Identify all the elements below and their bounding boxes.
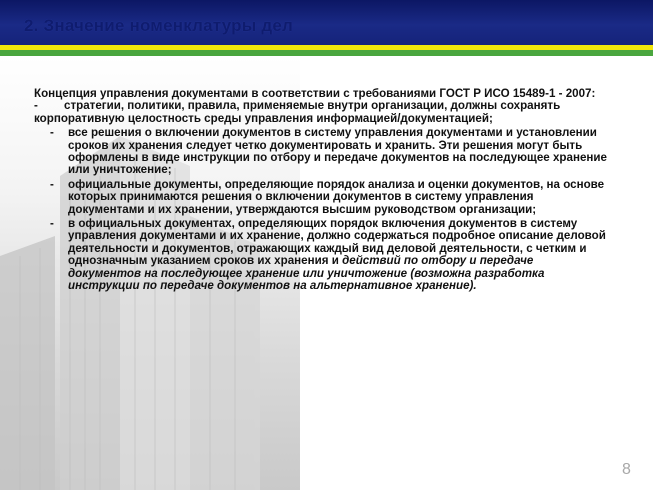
bullet-mark: - xyxy=(50,177,54,191)
bullet-item xyxy=(34,179,609,216)
intro-dash: - xyxy=(34,99,38,113)
bullet-mark: - xyxy=(50,217,54,231)
bullet-item xyxy=(34,127,609,177)
bullet-text: в официальных документах, определяющих порядок включения документов в систему управления документами и их хранение, должно содержаться подробное описание деловой деятельности и документов, отражающих каждый вид деловой деятельности, с четким и однозначным указанием сроков их хранения и xyxy=(68,217,606,268)
bullet-mark: - xyxy=(50,126,54,140)
bullet-item xyxy=(34,218,609,292)
header-bar xyxy=(0,0,653,45)
page-number: 8 xyxy=(622,461,631,478)
intro-heading: Концепция управления документами в соответствии с требованиями ГОСТ Р ИСО 15489-1 - 2007: xyxy=(34,87,596,100)
intro-item-text: стратегии, политики, правила, применяемые внутри организации, должны сохранять корпоративную целостность среды управления информацией/документацией; xyxy=(34,99,561,125)
bullet-text: все решения о включении документов в систему управления документами и установлении сроков их хранения следует четко документировать и хранить. Эти решения могут быть оформлены в виде инструкции по отбору и передаче документов на последующее хранение или уничтожение; xyxy=(68,126,607,177)
intro-item xyxy=(34,100,609,125)
bullet-text-italic: действий по отбору и передаче документов на последующее хранение или уничтожение (возможна разработка инструкции по передаче документов на альтернативное хранение). xyxy=(68,254,545,293)
slide-title: 2. Значение номенклатуры дел xyxy=(24,16,294,35)
bullet-text: официальные документы, определяющие порядок анализа и оценки документов, на основе которых принимаются решения о включении документов в систему управления документами и их хранении, утверждаются высшим руководством организации; xyxy=(68,177,605,216)
content-block xyxy=(34,88,609,293)
